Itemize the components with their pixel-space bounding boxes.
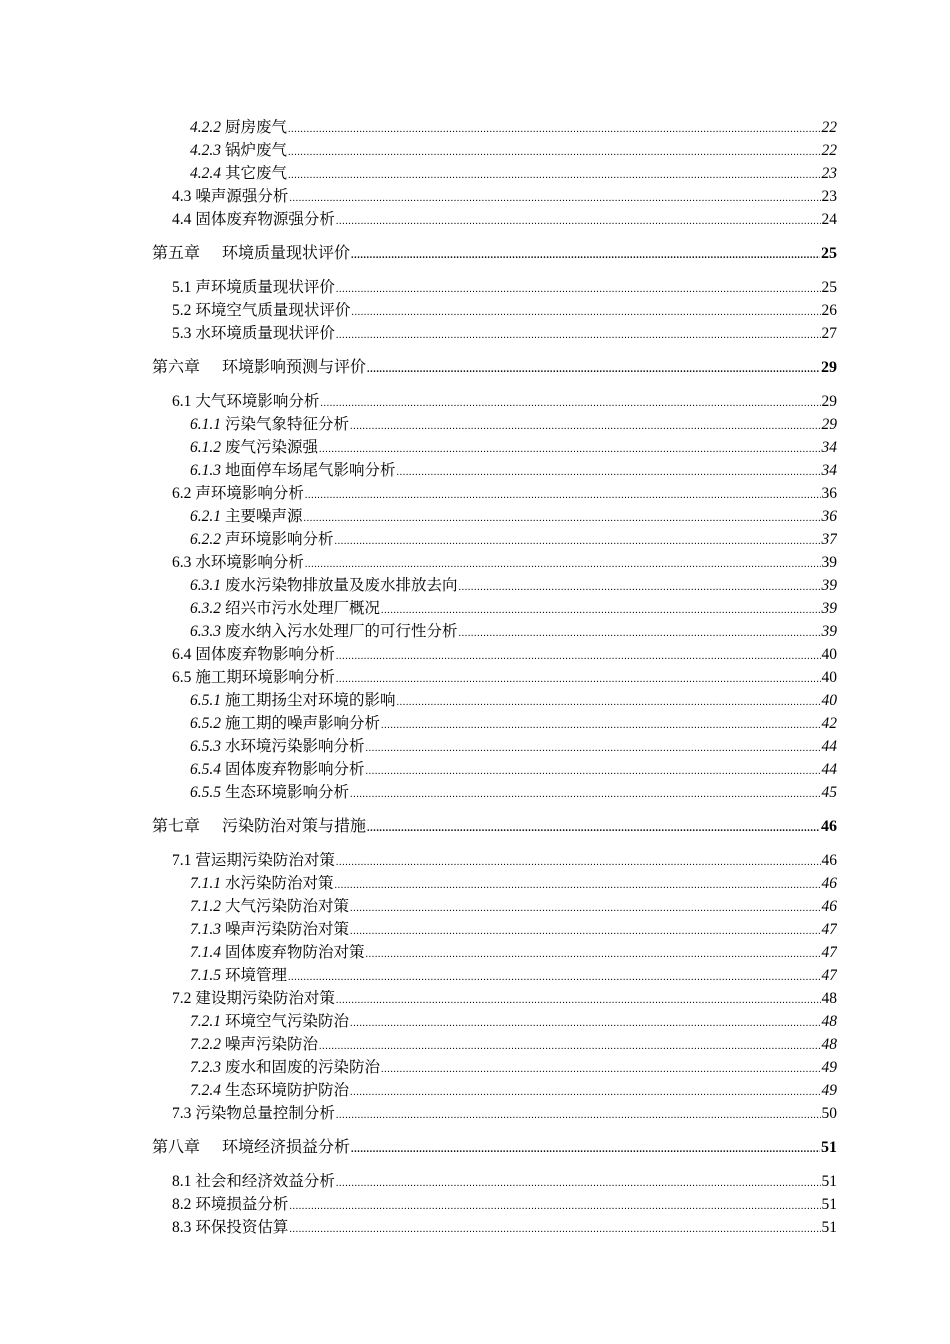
toc-entry-title: 大气污染防治对策 bbox=[225, 897, 350, 915]
toc-entry-page: 23 bbox=[821, 188, 837, 205]
toc-entry-title: 废水污染物排放量及废水排放去向 bbox=[225, 576, 458, 594]
toc-entry-label bbox=[152, 241, 350, 264]
toc-entry-number: 6.3 bbox=[172, 554, 192, 571]
toc-entry-title: 废气污染源强 bbox=[225, 438, 319, 456]
toc-entry-l2[interactable] bbox=[152, 620, 837, 643]
toc-entry-label bbox=[190, 505, 303, 528]
toc-entry-number: 6.2 bbox=[172, 485, 192, 502]
toc-entry-l2[interactable] bbox=[152, 1010, 837, 1033]
toc-entry-number: 6.3.3 bbox=[190, 623, 221, 640]
toc-entry-title: 污染物总量控制分析 bbox=[195, 1104, 335, 1122]
toc-leader-dots bbox=[288, 164, 820, 185]
toc-entry-title: 噪声源强分析 bbox=[195, 187, 289, 205]
toc-entry-page: 25 bbox=[821, 245, 837, 262]
toc-entry-page: 51 bbox=[821, 1219, 837, 1236]
toc-entry-l1[interactable] bbox=[152, 299, 837, 322]
toc-entry-title: 声环境影响分析 bbox=[195, 484, 304, 502]
toc-entry-label bbox=[190, 1079, 349, 1102]
toc-entry-label bbox=[190, 689, 396, 712]
toc-entry-title: 环境损益分析 bbox=[195, 1195, 289, 1213]
toc-entry-l2[interactable] bbox=[152, 712, 837, 735]
toc-entry-title: 施工期扬尘对环境的影响 bbox=[225, 691, 396, 709]
toc-entry-page: 47 bbox=[821, 967, 837, 984]
toc-entry-number: 8.1 bbox=[172, 1173, 192, 1190]
toc-leader-dots bbox=[350, 783, 820, 804]
toc-entry-page: 37 bbox=[821, 531, 837, 548]
toc-entry-label bbox=[172, 276, 335, 299]
toc-entry-number: 7.2.1 bbox=[190, 1013, 221, 1030]
toc-entry-label bbox=[172, 1193, 288, 1216]
toc-entry-label bbox=[172, 1102, 335, 1125]
toc-entry-label bbox=[172, 390, 319, 413]
toc-entry-number: 8.3 bbox=[172, 1219, 192, 1236]
toc-entry-l2[interactable] bbox=[152, 941, 837, 964]
toc-entry-label bbox=[190, 918, 349, 941]
toc-entry-page: 26 bbox=[821, 302, 837, 319]
toc-leader-dots bbox=[459, 576, 821, 597]
toc-entry-label bbox=[190, 574, 458, 597]
toc-entry-l1[interactable] bbox=[152, 643, 837, 666]
toc-leader-dots bbox=[319, 1035, 820, 1056]
toc-entry-l1[interactable] bbox=[152, 849, 837, 872]
toc-entry-label bbox=[172, 666, 335, 689]
toc-entry-title: 废水纳入污水处理厂的可行性分析 bbox=[225, 622, 458, 640]
toc-entry-l1[interactable] bbox=[152, 276, 837, 299]
toc-leader-dots bbox=[319, 438, 820, 459]
toc-entry-number: 6.5.3 bbox=[190, 738, 221, 755]
toc-entry-title: 声环境质量现状评价 bbox=[195, 278, 335, 296]
toc-leader-dots bbox=[350, 897, 820, 918]
toc-entry-l2[interactable] bbox=[152, 895, 837, 918]
toc-entry-label bbox=[190, 597, 380, 620]
toc-entry-label bbox=[190, 459, 396, 482]
toc-entry-number: 7.2.2 bbox=[190, 1036, 221, 1053]
toc-entry-l2[interactable] bbox=[152, 781, 837, 804]
toc-leader-dots bbox=[351, 301, 820, 322]
toc-entry-label bbox=[190, 528, 334, 551]
toc-entry-page: 29 bbox=[821, 416, 837, 433]
toc-entry-l2[interactable] bbox=[152, 1033, 837, 1056]
toc-entry-title: 大气环境影响分析 bbox=[195, 392, 320, 410]
toc-entry-number: 6.1.2 bbox=[190, 439, 221, 456]
toc-leader-dots bbox=[289, 1218, 820, 1239]
toc-entry-l2[interactable] bbox=[152, 459, 837, 482]
toc-entry-number: 第八章 bbox=[152, 1139, 201, 1156]
toc-entry-number: 7.1.3 bbox=[190, 921, 221, 938]
toc-entry-l2[interactable] bbox=[152, 964, 837, 987]
toc-entry-page: 46 bbox=[821, 818, 837, 835]
toc-entry-page: 51 bbox=[821, 1173, 837, 1190]
toc-entry-label bbox=[172, 322, 335, 345]
toc-leader-dots bbox=[335, 530, 821, 551]
toc-entry-label bbox=[190, 872, 334, 895]
toc-entry-l2[interactable] bbox=[152, 872, 837, 895]
toc-entry-page: 48 bbox=[821, 1036, 837, 1053]
toc-entry-label bbox=[190, 941, 365, 964]
toc-leader-dots bbox=[288, 118, 820, 139]
toc-entry-chapter[interactable] bbox=[152, 1135, 837, 1158]
toc-entry-title: 厨房废气 bbox=[225, 118, 288, 136]
toc-entry-number: 6.2.1 bbox=[190, 508, 221, 525]
toc-entry-title: 生态环境防护防治 bbox=[225, 1081, 350, 1099]
toc-entry-l2[interactable] bbox=[152, 116, 837, 139]
toc-entry-page: 36 bbox=[821, 485, 837, 502]
toc-leader-dots bbox=[459, 622, 821, 643]
toc-entry-title: 固体废弃物影响分析 bbox=[225, 760, 365, 778]
toc-entry-page: 39 bbox=[821, 600, 837, 617]
toc-entry-number: 6.3.1 bbox=[190, 577, 221, 594]
toc-entry-label bbox=[190, 735, 365, 758]
toc-entry-l1[interactable] bbox=[152, 208, 837, 231]
toc-leader-dots bbox=[351, 244, 820, 264]
toc-entry-label bbox=[190, 1056, 380, 1079]
table-of-contents bbox=[152, 116, 837, 1239]
toc-leader-dots bbox=[366, 943, 821, 964]
toc-entry-title: 建设期污染防治对策 bbox=[195, 989, 335, 1007]
toc-entry-label bbox=[172, 1216, 288, 1239]
toc-leader-dots bbox=[381, 599, 820, 620]
toc-entry-page: 39 bbox=[821, 554, 837, 571]
toc-entry-l1[interactable] bbox=[152, 1170, 837, 1193]
toc-leader-dots bbox=[288, 966, 820, 987]
toc-entry-l2[interactable] bbox=[152, 505, 837, 528]
toc-leader-dots bbox=[336, 278, 821, 299]
toc-entry-number: 6.5.2 bbox=[190, 715, 221, 732]
toc-leader-dots bbox=[335, 874, 821, 895]
toc-entry-page: 42 bbox=[821, 715, 837, 732]
toc-entry-label bbox=[172, 482, 304, 505]
toc-entry-title: 生态环境影响分析 bbox=[225, 783, 350, 801]
toc-entry-l2[interactable] bbox=[152, 162, 837, 185]
toc-leader-dots bbox=[366, 737, 821, 758]
toc-entry-number: 6.2.2 bbox=[190, 531, 221, 548]
toc-entry-label bbox=[190, 162, 287, 185]
toc-entry-page: 49 bbox=[821, 1082, 837, 1099]
toc-entry-page: 51 bbox=[821, 1139, 837, 1156]
toc-leader-dots bbox=[350, 415, 820, 436]
toc-entry-label bbox=[172, 551, 304, 574]
toc-entry-title: 污染气象特征分析 bbox=[225, 415, 350, 433]
toc-leader-dots bbox=[336, 1104, 821, 1125]
toc-entry-l1[interactable] bbox=[152, 322, 837, 345]
toc-entry-page: 40 bbox=[821, 646, 837, 663]
toc-entry-page: 50 bbox=[821, 1105, 837, 1122]
toc-entry-number: 7.1.5 bbox=[190, 967, 221, 984]
toc-entry-title: 环境经济损益分析 bbox=[222, 1137, 351, 1156]
toc-entry-title: 施工期的噪声影响分析 bbox=[225, 714, 381, 732]
toc-leader-dots bbox=[381, 1058, 820, 1079]
toc-entry-label bbox=[172, 1170, 335, 1193]
toc-entry-page: 24 bbox=[821, 211, 837, 228]
toc-entry-title: 水污染防治对策 bbox=[225, 874, 334, 892]
toc-entry-number: 7.1.2 bbox=[190, 898, 221, 915]
toc-leader-dots bbox=[305, 553, 821, 574]
toc-entry-number: 第六章 bbox=[152, 359, 201, 376]
toc-entry-page: 46 bbox=[821, 898, 837, 915]
toc-entry-l2[interactable] bbox=[152, 735, 837, 758]
toc-entry-title: 环境空气污染防治 bbox=[225, 1012, 350, 1030]
toc-leader-dots bbox=[336, 668, 821, 689]
toc-entry-title: 声环境影响分析 bbox=[225, 530, 334, 548]
toc-entry-label bbox=[190, 895, 349, 918]
toc-entry-title: 锅炉废气 bbox=[225, 141, 288, 159]
toc-entry-number: 6.5.1 bbox=[190, 692, 221, 709]
toc-entry-l2[interactable] bbox=[152, 528, 837, 551]
toc-entry-l2[interactable] bbox=[152, 918, 837, 941]
toc-entry-number: 4.2.2 bbox=[190, 119, 221, 136]
toc-entry-page: 34 bbox=[821, 439, 837, 456]
toc-entry-label bbox=[190, 758, 365, 781]
toc-leader-dots bbox=[350, 1012, 820, 1033]
toc-entry-label bbox=[172, 987, 335, 1010]
toc-entry-title: 噪声污染防治对策 bbox=[225, 920, 350, 938]
toc-entry-page: 45 bbox=[821, 784, 837, 801]
toc-entry-page: 25 bbox=[821, 279, 837, 296]
toc-entry-l1[interactable] bbox=[152, 482, 837, 505]
toc-entry-number: 4.2.4 bbox=[190, 165, 221, 182]
toc-entry-page: 39 bbox=[821, 623, 837, 640]
toc-leader-dots bbox=[350, 920, 820, 941]
toc-entry-page: 49 bbox=[821, 1059, 837, 1076]
toc-entry-page: 23 bbox=[821, 165, 837, 182]
toc-leader-dots bbox=[336, 1172, 821, 1193]
toc-entry-page: 36 bbox=[821, 508, 837, 525]
toc-entry-title: 固体废弃物影响分析 bbox=[195, 645, 335, 663]
toc-entry-label bbox=[190, 964, 287, 987]
toc-entry-l1[interactable] bbox=[152, 1102, 837, 1125]
toc-entry-label bbox=[172, 208, 335, 231]
toc-entry-number: 7.1.4 bbox=[190, 944, 221, 961]
toc-entry-number: 5.2 bbox=[172, 302, 192, 319]
toc-entry-number: 7.3 bbox=[172, 1105, 192, 1122]
toc-entry-label bbox=[172, 643, 335, 666]
toc-entry-page: 44 bbox=[821, 738, 837, 755]
toc-entry-page: 22 bbox=[821, 119, 837, 136]
toc-entry-page: 47 bbox=[821, 944, 837, 961]
toc-entry-title: 营运期污染防治对策 bbox=[195, 851, 335, 869]
toc-entry-chapter[interactable] bbox=[152, 814, 837, 837]
toc-entry-page: 46 bbox=[821, 852, 837, 869]
toc-entry-label bbox=[152, 814, 366, 837]
toc-entry-number: 6.1.1 bbox=[190, 416, 221, 433]
toc-entry-l2[interactable] bbox=[152, 413, 837, 436]
toc-entry-page: 22 bbox=[821, 142, 837, 159]
toc-entry-label bbox=[190, 1033, 318, 1056]
toc-entry-number: 7.2.4 bbox=[190, 1082, 221, 1099]
toc-entry-page: 40 bbox=[821, 669, 837, 686]
toc-entry-page: 51 bbox=[821, 1196, 837, 1213]
toc-entry-number: 4.3 bbox=[172, 188, 192, 205]
toc-entry-title: 其它废气 bbox=[225, 164, 288, 182]
toc-leader-dots bbox=[336, 851, 821, 872]
toc-entry-l1[interactable] bbox=[152, 551, 837, 574]
toc-leader-dots bbox=[351, 1138, 820, 1158]
toc-entry-label bbox=[172, 185, 288, 208]
toc-entry-number: 5.3 bbox=[172, 325, 192, 342]
toc-leader-dots bbox=[397, 691, 821, 712]
toc-entry-title: 污染防治对策与措施 bbox=[222, 816, 367, 835]
toc-entry-number: 6.5.4 bbox=[190, 761, 221, 778]
toc-entry-l1[interactable] bbox=[152, 1193, 837, 1216]
toc-entry-l1[interactable] bbox=[152, 185, 837, 208]
toc-leader-dots bbox=[289, 1195, 820, 1216]
toc-leader-dots bbox=[336, 324, 821, 345]
toc-entry-label bbox=[172, 299, 350, 322]
toc-entry-l2[interactable] bbox=[152, 139, 837, 162]
toc-entry-page: 40 bbox=[821, 692, 837, 709]
toc-entry-l2[interactable] bbox=[152, 758, 837, 781]
toc-entry-l2[interactable] bbox=[152, 1079, 837, 1102]
toc-leader-dots bbox=[367, 358, 820, 378]
toc-entry-page: 27 bbox=[821, 325, 837, 342]
toc-entry-title: 环境质量现状评价 bbox=[222, 243, 351, 262]
toc-entry-chapter[interactable] bbox=[152, 241, 837, 264]
toc-entry-label bbox=[190, 413, 349, 436]
toc-entry-title: 环保投资估算 bbox=[195, 1218, 289, 1236]
toc-entry-page: 39 bbox=[821, 577, 837, 594]
toc-entry-label bbox=[190, 116, 287, 139]
toc-entry-title: 地面停车场尾气影响分析 bbox=[225, 461, 396, 479]
toc-entry-number: 第七章 bbox=[152, 818, 201, 835]
toc-entry-label bbox=[190, 712, 380, 735]
toc-entry-title: 主要噪声源 bbox=[225, 507, 303, 525]
toc-leader-dots bbox=[350, 1081, 820, 1102]
toc-entry-number: 6.3.2 bbox=[190, 600, 221, 617]
toc-entry-title: 废水和固废的污染防治 bbox=[225, 1058, 381, 1076]
toc-entry-page: 46 bbox=[821, 875, 837, 892]
toc-entry-number: 5.1 bbox=[172, 279, 192, 296]
toc-entry-l1[interactable] bbox=[152, 666, 837, 689]
toc-entry-page: 44 bbox=[821, 761, 837, 778]
toc-entry-title: 环境影响预测与评价 bbox=[222, 357, 367, 376]
toc-entry-label bbox=[190, 620, 458, 643]
toc-leader-dots bbox=[288, 141, 820, 162]
toc-entry-title: 噪声污染防治 bbox=[225, 1035, 319, 1053]
toc-entry-chapter[interactable] bbox=[152, 355, 837, 378]
toc-entry-l1[interactable] bbox=[152, 987, 837, 1010]
toc-entry-label bbox=[190, 781, 349, 804]
toc-entry-label bbox=[190, 139, 287, 162]
toc-entry-number: 6.1 bbox=[172, 393, 192, 410]
toc-entry-label bbox=[190, 1010, 349, 1033]
toc-entry-title: 环境空气质量现状评价 bbox=[195, 301, 351, 319]
toc-entry-title: 水环境污染影响分析 bbox=[225, 737, 365, 755]
toc-entry-title: 社会和经济效益分析 bbox=[195, 1172, 335, 1190]
toc-entry-number: 6.4 bbox=[172, 646, 192, 663]
toc-entry-title: 固体废弃物源强分析 bbox=[195, 210, 335, 228]
toc-entry-title: 绍兴市污水处理厂概况 bbox=[225, 599, 381, 617]
toc-entry-number: 6.5 bbox=[172, 669, 192, 686]
toc-leader-dots bbox=[336, 989, 821, 1010]
toc-leader-dots bbox=[367, 817, 820, 837]
toc-leader-dots bbox=[320, 392, 820, 413]
toc-entry-number: 7.1.1 bbox=[190, 875, 221, 892]
toc-entry-title: 水环境影响分析 bbox=[195, 553, 304, 571]
toc-entry-l2[interactable] bbox=[152, 436, 837, 459]
toc-entry-l2[interactable] bbox=[152, 1056, 837, 1079]
toc-entry-number: 7.1 bbox=[172, 852, 192, 869]
toc-entry-page: 48 bbox=[821, 990, 837, 1007]
toc-leader-dots bbox=[305, 484, 821, 505]
toc-entry-page: 47 bbox=[821, 921, 837, 938]
toc-entry-number: 4.2.3 bbox=[190, 142, 221, 159]
toc-entry-label bbox=[152, 1135, 350, 1158]
toc-entry-title: 环境管理 bbox=[225, 966, 288, 984]
toc-entry-number: 7.2 bbox=[172, 990, 192, 1007]
toc-entry-number: 4.4 bbox=[172, 211, 192, 228]
toc-entry-page: 29 bbox=[821, 393, 837, 410]
toc-entry-label bbox=[172, 849, 335, 872]
toc-entry-number: 第五章 bbox=[152, 245, 201, 262]
toc-entry-number: 7.2.3 bbox=[190, 1059, 221, 1076]
toc-entry-l2[interactable] bbox=[152, 689, 837, 712]
toc-entry-number: 6.1.3 bbox=[190, 462, 221, 479]
toc-leader-dots bbox=[336, 645, 821, 666]
toc-entry-page: 48 bbox=[821, 1013, 837, 1030]
toc-entry-number: 6.5.5 bbox=[190, 784, 221, 801]
toc-leader-dots bbox=[304, 507, 821, 528]
toc-leader-dots bbox=[366, 760, 821, 781]
toc-entry-page: 29 bbox=[821, 359, 837, 376]
toc-entry-title: 固体废弃物防治对策 bbox=[225, 943, 365, 961]
toc-entry-title: 施工期环境影响分析 bbox=[195, 668, 335, 686]
toc-entry-l1[interactable] bbox=[152, 1216, 837, 1239]
toc-leader-dots bbox=[381, 714, 820, 735]
toc-entry-l2[interactable] bbox=[152, 574, 837, 597]
toc-leader-dots bbox=[336, 210, 821, 231]
toc-entry-title: 水环境质量现状评价 bbox=[195, 324, 335, 342]
toc-entry-label bbox=[190, 436, 318, 459]
toc-leader-dots bbox=[397, 461, 821, 482]
toc-entry-label bbox=[152, 355, 366, 378]
toc-entry-number: 8.2 bbox=[172, 1196, 192, 1213]
toc-entry-page: 34 bbox=[821, 462, 837, 479]
toc-entry-l1[interactable] bbox=[152, 390, 837, 413]
toc-leader-dots bbox=[289, 187, 820, 208]
toc-entry-l2[interactable] bbox=[152, 597, 837, 620]
